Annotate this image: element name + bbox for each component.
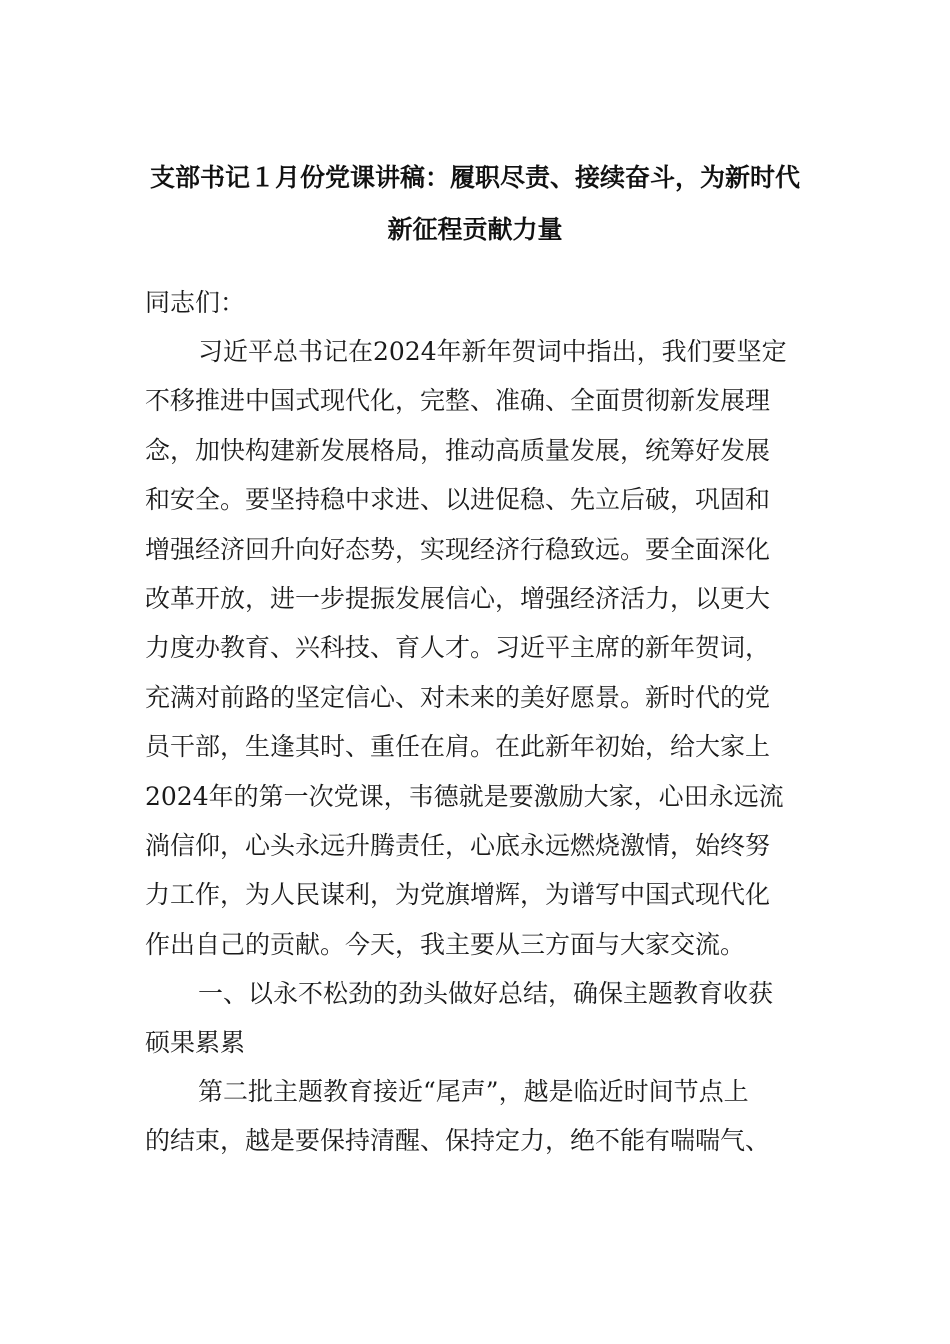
paragraph-line: 不移推进中国式现代化，完整、准确、全面贯彻新发展理 [145, 386, 771, 416]
paragraph-line: 改革开放，进一步提振发展信心，增强经济活力，以更大 [145, 583, 771, 613]
paragraph-line: 的结束，越是要保持清醒、保持定力，绝不能有喘喘气、 [145, 1126, 771, 1156]
section-heading-line: 一、以永不松劲的劲头做好总结，确保主题教育收获 [198, 979, 774, 1008]
paragraph-line: 第二批主题教育接近“尾声”，越是临近时间节点上 [198, 1077, 749, 1106]
greeting [145, 278, 805, 327]
paragraph-line: 念，加快构建新发展格局，推动高质量发展，统筹好发展 [145, 435, 771, 465]
paragraph-line: 员干部，生逢其时、重任在肩。在此新年初始，给大家上 [145, 732, 771, 762]
paragraph-line: 习近平总书记在2024年新年贺词中指出，我们要坚定 [198, 337, 787, 366]
paragraph-line: 增强经济回升向好态势，实现经济行稳致远。要全面深化 [145, 534, 771, 564]
paragraph-line: 2024年的第一次党课，韦德就是要激励大家，心田永远流 [145, 781, 784, 811]
paragraph-line: 力工作，为人民谋利，为党旗增辉，为谱写中国式现代化 [145, 880, 771, 910]
section-heading-1 [145, 969, 805, 1068]
paragraph-line: 淌信仰，心头永远升腾责任，心底永远燃烧激情，始终努 [145, 830, 771, 860]
document-title-line-1: 支部书记１月份党课讲稿：履职尽责、接续奋斗，为新时代 [149, 163, 800, 192]
paragraph-line: 作出自己的贡献。今天，我主要从三方面与大家交流。 [145, 929, 746, 959]
paragraph-line: 充满对前路的坚定信心、对未来的美好愿景。新时代的党 [145, 682, 771, 712]
paragraph-line: 和安全。要坚持稳中求进、以进促稳、先立后破，巩固和 [145, 485, 771, 515]
document-title-line-2: 新征程贡献力量 [387, 215, 563, 244]
paragraph-2 [145, 1067, 805, 1166]
paragraph-1 [145, 327, 805, 969]
paragraph-line: 力度办教育、兴科技、育人才。习近平主席的新年贺词， [145, 633, 771, 663]
section-heading-line: 硕果累累 [145, 1028, 246, 1058]
greeting-text: 同志们： [145, 288, 246, 317]
